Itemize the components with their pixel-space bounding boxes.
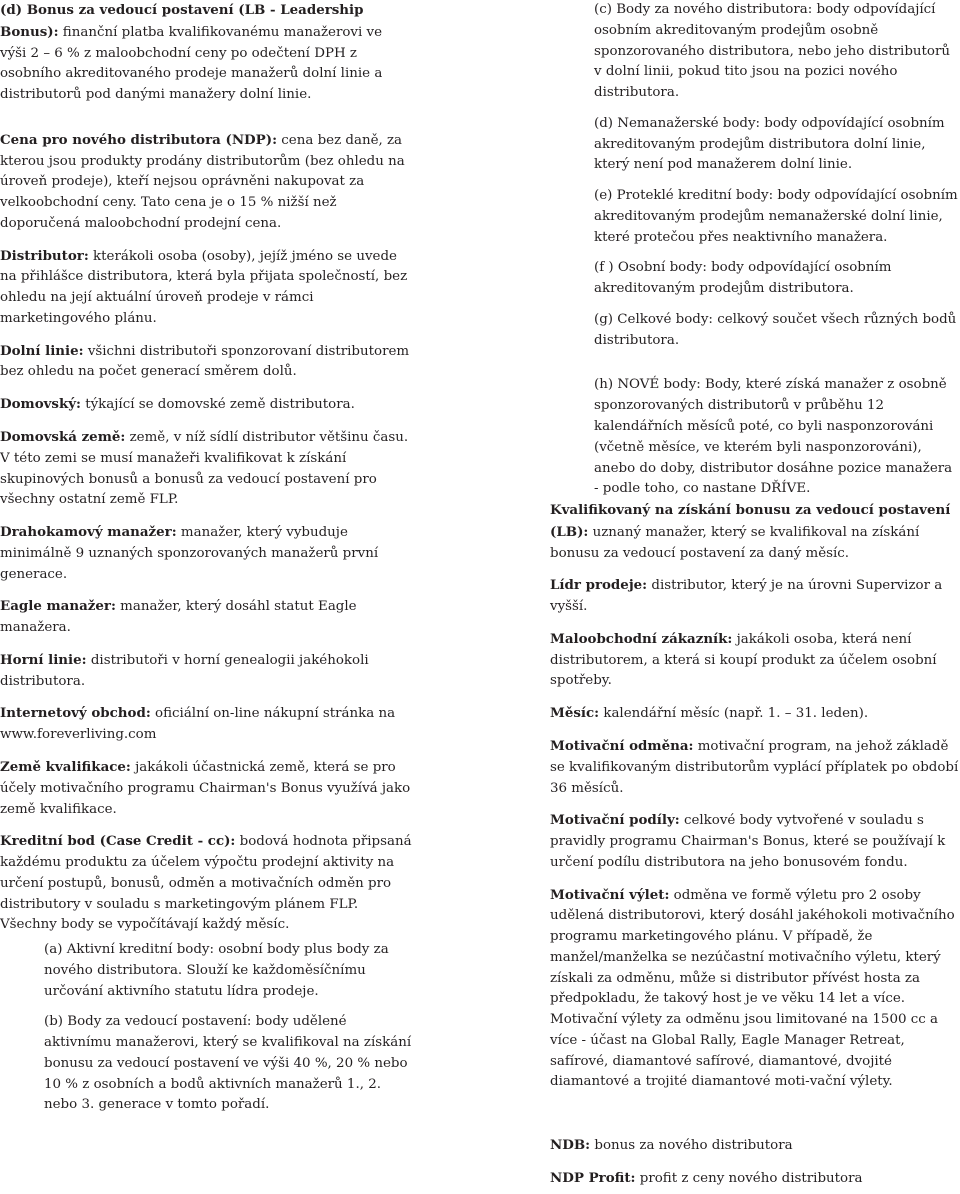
definition-text: profit z ceny nového distributora — [635, 1170, 863, 1186]
term: Eagle manažer: — [0, 598, 116, 615]
term: Dolní linie: — [0, 342, 84, 359]
term: Domovský: — [0, 396, 81, 413]
definition-text: kterákoli osoba (osoby), jejíž jméno se uvede na přihlášce distributora, která byla přijata společností, bez ohledu na její aktuální úroveň prodeje v rámci marketingového plánu. — [0, 248, 408, 326]
definition-text: finanční platba kvalifikovanému manažerovi ve výši 2 – 6 % z maloobchodní ceny po odečtení DPH z osobního akreditovaného prodeje manažerů dolní linie a distributorů pod danými manažery dolní linie. — [0, 24, 383, 103]
term: Motivační podíly: — [550, 812, 680, 829]
term: Kvalifikovaný na získání bonusu za vedoucí postavení (LB): — [550, 502, 951, 540]
definition-qualification-country — [0, 757, 412, 820]
definition-text: uznaný manažer, který se kvalifikoval na získání bonusu za vedoucí postavení za daný měsíc. — [550, 524, 920, 561]
case-credit-sub-items — [44, 940, 412, 1116]
definition-downline — [0, 341, 412, 384]
definition-text: odměna ve formě výletu pro 2 osoby udělená distributorovi, který dosáhl jakéhokoli motivačního programu marketingového plánu. V případě, že manžel/manželka se nezúčastní motivačního výletu, který získali za odměnu, může si distributor přívést hosta za předpokladu, že takový host je ve věku 14 let a více. Motivační výlety za odměnu jsou limitované na 1500 cc a více - účast na Global Rally, Eagle Manager Retreat, safírové, diamantové safírové, diamantové, dvojité diamantové a trojité diamantové moti-vační výlety. — [550, 887, 955, 1090]
right-column — [550, 0, 960, 1194]
left-column — [0, 0, 412, 1116]
definition-incentive-reward — [550, 736, 960, 799]
term: NDB: — [550, 1137, 591, 1154]
definition-eagle-manager — [0, 596, 412, 639]
term: Motivační výlet: — [550, 886, 670, 903]
definition-text: cena bez daně, za kterou jsou produkty prodány distributorům (bez ohledu na úroveň prodeje), kteří nejsou oprávněni nakupovat za velkoobchodní ceny. Tato cena je o 15 % nižší než doporučená maloobchodní prodejní cena. — [0, 132, 405, 231]
definition-text: motivační program, na jehož základě se kvalifikovaným distributorům vyplácí příplatek po období 36 měsíců. — [550, 738, 959, 796]
definition-text: manažer, který dosáhl statut Eagle manažera. — [0, 599, 357, 636]
sub-item-c: (c) Body za nového distributora: body odpovídající osobním akreditovaným prodejům osobně sponzorovaného distributora, nebo jeho distributorů v dolní linii, pokud tito jsou na pozici nového distributora. — [594, 2, 950, 101]
definition-upline — [0, 650, 412, 693]
definition-leadership-bonus — [0, 0, 412, 106]
term: Kreditní bod (Case Credit - cc): — [0, 833, 236, 850]
term: Cena pro nového distributora (NDP): — [0, 131, 278, 148]
definition-text: distributor, který je na úrovni Supervizor a vyšší. — [550, 578, 943, 615]
definition-ndp-profit — [550, 1168, 960, 1190]
definition-text: bonus za nového distributora — [590, 1138, 793, 1154]
term: Lídr prodeje: — [550, 577, 648, 594]
sub-item-f: (f ) Osobní body: body odpovídající osobním akreditovaným prodejům distributora. — [594, 260, 892, 297]
definition-month — [550, 703, 960, 725]
term: Domovská země: — [0, 429, 126, 446]
definition-case-credit — [0, 831, 412, 936]
definition-retail-customer — [550, 629, 960, 692]
term: Motivační odměna: — [550, 737, 694, 754]
definition-text: oficiální on-line nákupní stránka na www.foreverliving.com — [0, 706, 396, 743]
definition-text: jakákoli osoba, která není distributorem, a která si koupí produkt za účelem osobní spotřeby. — [550, 631, 937, 689]
term: (d) Bonus za vedoucí postavení (LB - Leadership Bonus): — [0, 2, 364, 40]
term: Internetový obchod: — [0, 705, 151, 722]
definition-text: všichni distributoři sponzorovaní distributorem bez ohledu na počet generací směrem dolů. — [0, 343, 410, 380]
term: NDP Profit: — [550, 1169, 636, 1186]
definition-text: distributoři v horní genealogii jakéhokoli distributora. — [0, 652, 369, 689]
definition-ndb — [550, 1135, 960, 1157]
definition-home-country — [0, 427, 412, 511]
definition-sales-leader — [550, 575, 960, 618]
case-credit-sub-items-continued — [594, 0, 960, 500]
definition-ndp — [0, 130, 412, 235]
sub-item-g: (g) Celkové body: celkový součet všech různých bodů distributora. — [594, 311, 957, 348]
definition-text: jakákoli účastnická země, která se pro účely motivačního programu Chairman's Bonus využívá jako země kvalifikace. — [0, 759, 411, 817]
definition-text: bodová hodnota připsaná každému produktu za účelem výpočtu prodejní aktivity na určení postupů, bonusů, odměn a motivačních odměn pro distributory v souladu s marketingovým plánem FLP. Všechny body se vypočítávají každý měsíc. — [0, 834, 412, 933]
definition-gem-manager — [0, 522, 412, 585]
definition-text: kalendářní měsíc (např. 1. – 31. leden). — [599, 706, 869, 722]
definition-online-store — [0, 703, 412, 746]
definition-incentive-trip — [550, 885, 960, 1094]
sub-item-d: (d) Nemanažerské body: body odpovídající osobním akreditovaným prodejům distributora dolní linie, který není pod manažerem dolní linie. — [594, 115, 945, 173]
definition-text: manažer, který vybuduje minimálně 9 uznaných sponzorovaných manažerů první generace. — [0, 525, 379, 582]
term: Země kvalifikace: — [0, 758, 131, 775]
definition-incentive-shares — [550, 810, 960, 873]
term: Měsíc: — [550, 705, 600, 722]
definition-text: týkající se domovské země distributora. — [80, 397, 355, 413]
definition-text: celkové body vytvořené v souladu s pravidly programu Chairman's Bonus, které se používají k určení podílu distributora na jeho bonusovém fondu. — [550, 813, 946, 870]
definition-home — [0, 394, 412, 416]
term: Horní linie: — [0, 651, 87, 668]
definition-text: země, v níž sídlí distributor většinu času. V této zemi se musí manažeři kvalifikovat k získání skupinových bonusů a bonusů za vedoucí postavení pro všechny ostatní země FLP. — [0, 430, 409, 508]
definition-lb-qualified — [550, 500, 960, 564]
sub-item-h: (h) NOVÉ body: Body, které získá manažer z osobně sponzorovaných distributorů v průběhu 12 kalendářních měsíců poté, co byli nasponzorováni (včetně měsíce, ve kterém byli nasponzorováni), anebo do doby, distributor dosáhne pozice manažera - podle toho, co nastane DŘÍVE. — [594, 377, 953, 497]
term: Drahokamový manažer: — [0, 524, 177, 541]
sub-item-a: (a) Aktivní kreditní body: osobní body plus body za nového distributora. Slouží ke každoměsíčnímu určování aktivního statutu lídra prodeje. — [44, 942, 389, 999]
sub-item-b: (b) Body za vedoucí postavení: body udělené aktivnímu manažerovi, který se kvalifikoval na získání bonusu za vedoucí postavení ve výši 40 %, 20 % nebo 10 % z osobních a bodů aktivních manažerů 1., 2. nebo 3. generace v tomto pořadí. — [44, 1014, 412, 1113]
sub-item-e: (e) Proteklé kreditní body: body odpovídající osobním akreditovaným prodejům nemanažerské dolní linie, které protečou přes neaktivního manažera. — [594, 188, 958, 245]
term: Distributor: — [0, 247, 89, 264]
term: Maloobchodní zákazník: — [550, 630, 733, 647]
definition-distributor — [0, 246, 412, 330]
